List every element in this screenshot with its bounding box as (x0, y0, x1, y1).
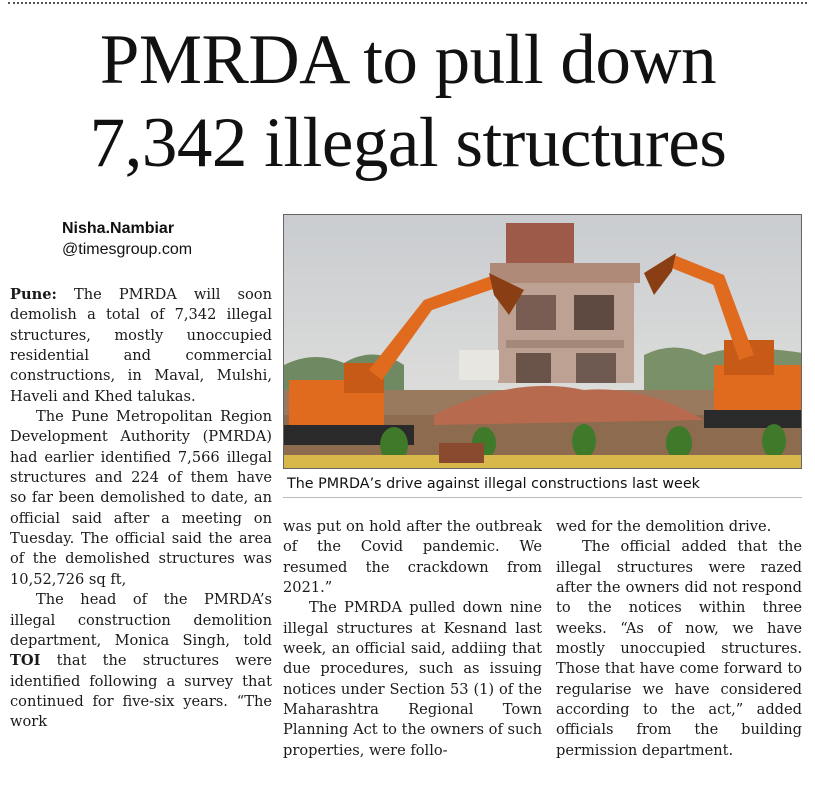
news-photo-demolition (283, 214, 802, 469)
byline (62, 218, 192, 260)
headline-line-1: PMRDA to pull down (99, 21, 717, 99)
article-paragraph-5: The PMRDA pulled down nine illegal structures at Kesnand last week, an official said, addiing that due procedures, such as issuing notices under Section 53 (1) of the Maharashtra Regional Town Planning Act to the owners of such properties, were follo- (283, 599, 542, 759)
article-paragraph-2: The Pune Metropolitan Region Development Authority (PMRDA) had earlier identified 7,566 illegal structures and 224 of them have so far been demolished to date, an official said after a meeting on Tuesday. The official said the area of the demolished structures was 10,52,726 sq ft, (10, 408, 272, 588)
dateline: Pune: (10, 286, 57, 303)
top-dotted-rule (8, 2, 807, 4)
article-paragraph-7: The official added that the illegal structures were razed after the owners did not respond to the notices within three weeks. “As of now, we have mostly unoccupied structures. Those that have come forward to regularise we have considered according to the act,” added officials from the building permission department. (556, 538, 802, 759)
demolition-photo-illustration (284, 215, 802, 469)
paragraph-3-text-a: The head of the PMRDA’s illegal construction demolition department, Monica Singh, told (10, 591, 272, 649)
article-paragraph-4: was put on hold after the outbreak of the Covid pandemic. We resumed the crackdown from 2021.” (283, 518, 542, 597)
publication-name: TOI (10, 652, 41, 670)
headline-line-2: 7,342 illegal structures (89, 104, 727, 182)
article-paragraph-1 (10, 285, 272, 407)
article-paragraph-3 (10, 590, 272, 732)
article-column-2 (283, 517, 542, 761)
article-column-3 (556, 517, 802, 761)
byline-author: Nisha.Nambiar (62, 220, 175, 237)
photo-caption: The PMRDA’s drive against illegal constructions last week (283, 470, 802, 498)
article-paragraph-6: wed for the demolition drive. (556, 518, 772, 535)
byline-email: @timesgroup.com (62, 241, 193, 258)
paragraph-1-text: The PMRDA will soon demolish a total of 7,342 illegal structures, mostly unoccupied residential and commercial constructions, in Maval, Mulshi, Haveli and Khed talukas. (10, 286, 272, 405)
article-column-1 (10, 285, 272, 733)
paragraph-3-text-b: that the structures were identified following a survey that continued for five-six years. “The work (10, 652, 272, 731)
